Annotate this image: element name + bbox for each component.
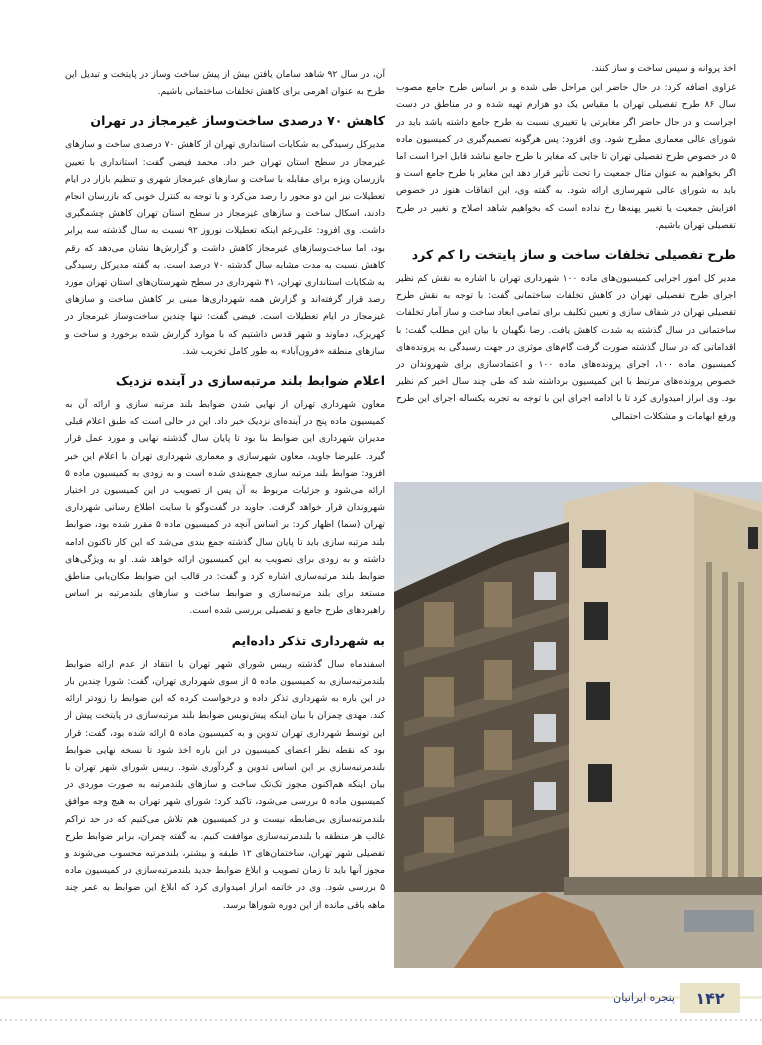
paragraph: مدیر کل امور اجرایی کمیسیون‌های ماده ۱۰۰ شهرداری تهران با اشاره به نقش کم نظیر اجرای طرح تفصیلی تهران در کاهش تخلفات ساختمانی گفت: با توجه به نقش طرح تفصیلی تهران در شفاف سازی و تعیین تکلیف برای تمامی ابعاد ساخت و ساز آمار تخلفات ساختمانی در سال گذشته به شدت کاهش یافت. رضا نگهبان با بیان این مطلب گفت: با اقداماتی که در سال گذشته صورت گرفت گام‌های موثری در جهت رسیدگی به پرونده‌های کمیسیون ماده ۱۰۰، اجرای پرونده‌های ماده ۱۰۰ و اعتمادسازی برای شهروندان در خصوص پرونده‌های مرتبط با این کمیسیون برداشته شد که طی چند سال اخیر کم نظیر بود. وی ابراز امیدواری کرد تا با ادامه اجرای این با توجه به تجربه یکساله اجرای این طرح ورفع ابهامات و مشکلات احتمالی bbox=[396, 273, 736, 422]
paragraph: معاون شهرداری تهران از نهایی شدن ضوابط بلند مرتبه سازی و ارائه آن به کمیسیون ماده پنج در آینده‌ای نزدیک خبر داد. این در حالی است که طبق اعلام قبلی مدیران شهرداری این ضوابط بنا بود تا پایان سال گذشته نهایی و مورد عمل قرار گیرد. علیرضا جاوید، معاون شهرسازی و معماری شهرداری تهران با اعلام این خبر افزود: ضوابط بلند مرتبه سازی جمع‌بندی شده است و به زودی به کمیسیون ماده ۵ ارائه می‌شود و جزئیات مربوط به آن پس از تصویب در این کمیسیون در اختیار شهروندان قرار خواهد گرفت. جاوید در گفت‌وگو با سایت اطلاع رسانی شهرداری تهران (سما) اظهار کرد: بر اساس آنچه در کمیسیون ماده ۵ مقرر شده بود، ضوابط بلند مرتبه سازی باید تا پایان سال گذشته جمع بندی می‌شد که این کار تاکنون ادامه داشته و به زودی برای تصویب به این کمیسیون ارائه خواهد شد. او به ویژگی‌های ضوابط بلند مرتبه‌سازی اشاره کرد و گفت: در قالب این ضوابط مکان‌یابی مناطق مستعد برای بلند مرتبه‌سازی و ضوابط ساخت و سازهای بلندمرتبه بر اساس راهبردهای طرح جامع و تفصیلی بررسی شده است. bbox=[65, 399, 385, 617]
right-column bbox=[396, 60, 736, 427]
paragraph: غزاوی اضافه کرد: در حال حاضر این مراحل طی شده و بر اساس طرح جامع مصوب سال ۸۶ طرح تفصیلی تهران با مقیاس یک دو هزارم تهیه شده و در مناطق در دست اجراست و در حال حاضر اگر مغایرتی یا تغییری نسبت به طرح جامع داشته باشد باید در شورای عالی معماری مطرح شود. وی افزود: پس هرگونه تصمیم‌گیری در کمیسیون ماده ۵ در خصوص طرح تفصیلی تهران تا جایی که مغایر با طرح جامع نباشد قابل اجرا است اما اگر بخواهیم به عنوان مثال جمعیت را تحت تأثیر قرار دهد این مغایر با طرح جامع است و باید به شورای عالی شهرسازی ارائه شود. به گفته وی، این اتفاقات هنوز در خصوص افزایش جمعیت یا تغییر پهنه‌ها رخ نداده است که بخواهیم شاهد اصلاح و تغییر در طرح تفصیلی تهران باشیم. bbox=[396, 82, 736, 231]
building-photo bbox=[394, 482, 762, 968]
section-heading: کاهش ۷۰ درصدی ساخت‌وساز غیرمجاز در تهران bbox=[90, 113, 385, 129]
section-heading: طرح تفصیلی تخلفات ساخت و ساز پایتخت را کم کرد bbox=[411, 247, 736, 263]
paragraph: آن، در سال ۹۲ شاهد سامان یافتن بیش از پیش ساخت وساز در پایتخت و تبدیل این طرح به عنوان اهرمی برای کاهش تخلفات ساختمانی باشیم. bbox=[65, 69, 385, 98]
section-heading: به شهرداری تذکر داده‌ایم bbox=[231, 632, 385, 648]
page-number: ۱۴۲ bbox=[680, 983, 740, 1013]
section-heading: اعلام ضوابط بلند مرتبه‌سازی در آینده نزدیک bbox=[115, 373, 385, 389]
paragraph: مدیرکل رسیدگی به شکایات استانداری تهران از کاهش ۷۰ درصدی ساخت و سازهای غیرمجاز در سطح استان تهران خبر داد. محمد فیضی گفت: استانداری با تعیین بازرسان ویژه برای مقابله با ساخت و سازهای غیرمجاز شهری و تنظیم بازار در ایام تعطیلات نیز این دو محور را رصد می‌کرد و با توجه به کنترل خوبی که بازرسان انجام دادند، اسکال ساخت و سازهای غیرمجاز در سطح استان تهران کاهش چشمگیری داشت. وی افزود: علی‌رغم اینکه تعطیلات نوروز ۹۲ نسبت به سال گذشته سه برابر بود، اما ساخت‌وسازهای غیرمجاز کاهش داشت و گزارش‌ها نشان می‌دهد که رقم کاهش نسبت به مدت مشابه سال گذشته ۷۰ درصد است. به گفته مدیرکل رسیدگی به شکایات استانداری تهران، ۴۱ شهرداری در سطح شهرستان‌های استان تهران مورد رصد قرار گرفته‌اند و گزارش همه شهرداری‌ها مبنی بر کاهش ساخت و سازهای غیرمجاز در ایام تعطیلات است. فیضی گفت: تنها چندین ساخت‌وساز غیرمجاز در کهریزک، دماوند و شهر قدس داشتیم که با موارد گزارش شده برخورد و ساخت و سازهای منطقه «فرون‌آباد» به طور کامل تخریب شد. bbox=[65, 139, 385, 357]
magazine-name: پنجره ایرانیان bbox=[613, 991, 675, 1004]
paragraph: اسفندماه سال گذشته رییس شورای شهر تهران با انتقاد از عدم ارائه ضوابط بلندمرتبه‌سازی به کمیسیون ماده ۵ از سوی شهرداری تهران، گفت: شورا چندین بار در این باره به شهرداری تذکر داده و درخواست کرده که این ضوابط را زودتر ارائه کند. مهدی چمران با بیان اینکه پیش‌نویس ضوابط بلند مرتبه‌سازی در پایتخت پیش از این توسط شهرداری تهران تدوین و به کمیسیون ماده ۵ ارائه شده بود، گفت: قرار بود که نقطه نظر اعضای کمیسیون در این باره اخذ شود تا نسخه نهایی ضوابط بلندمرتبه‌سازی بر این اساس تدوین و گردآوری شود. رییس شورای شهر تهران با بیان اینکه هم‌اکنون مجوز تک‌تک ساخت و سازهای بلندمرتبه به صورت موردی در کمیسیون ماده ۵ بررسی می‌شود، تاکید کرد: شورای شهر تهران به هیچ وجه موافق بلندمرتبه‌سازی بی‌ضابطه نیست و در کمیسیون هم تلاش می‌کنیم که در حد تراکم غالب هر منطقه با بلندمرتبه‌سازی موافقت کنیم. به گفته چمران، برابر ضوابط طرح تفصیلی شهر تهران، ساختمان‌های ۱۲ طبقه و بیشتر، بلندمرتبه محسوب می‌شوند و مجوز آنها باید تا زمان تصویب و ابلاغ ضوابط جدید بلندمرتبه‌سازی در کمیسیون ماده ۵ بررسی شود. وی در خاتمه ابراز امیدواری کرد که ابلاغ این ضوابط به عمر چند ماهه باقی مانده از این دوره شوراها برسد. bbox=[65, 658, 386, 911]
footer-dots-divider bbox=[0, 1010, 762, 1020]
paragraph: اخذ پروانه و سپس ساخت و ساز کنند. bbox=[591, 63, 736, 74]
left-column bbox=[65, 66, 385, 916]
